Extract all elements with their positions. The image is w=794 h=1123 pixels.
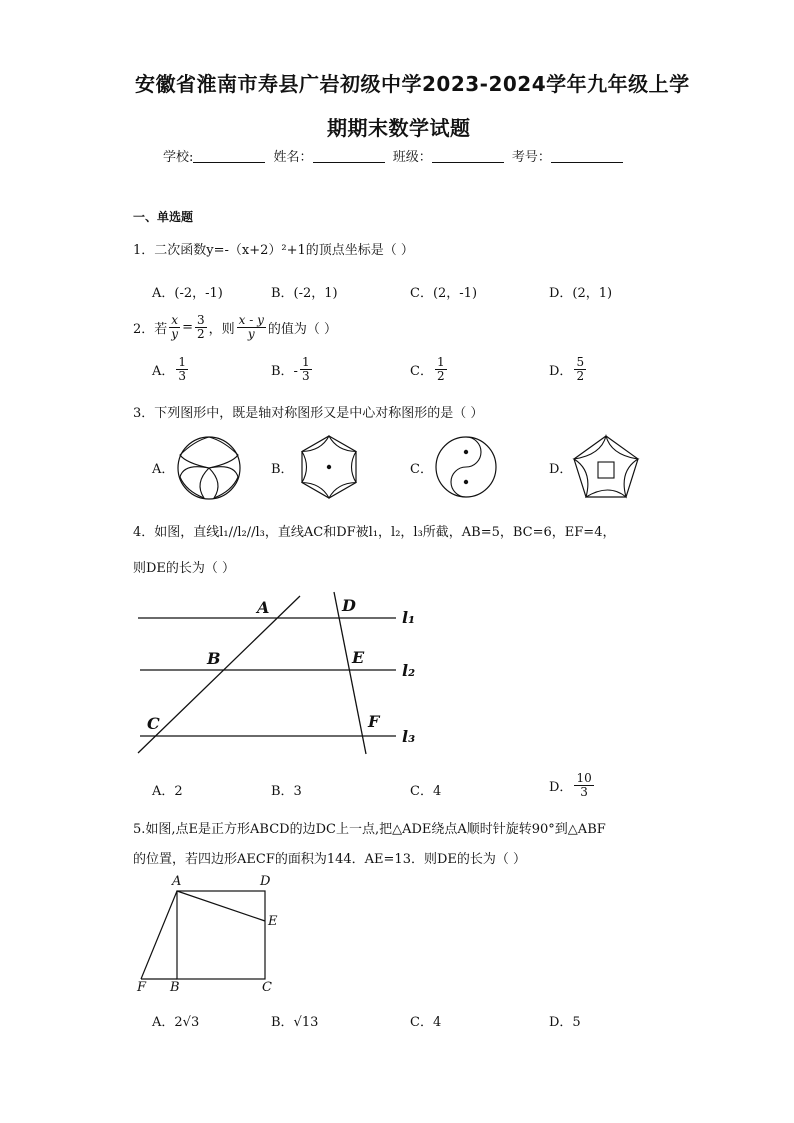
q3-option-b-label[interactable]: B．: [271, 462, 294, 477]
q2-option-a[interactable]: A． $\frac{1}{3}$: [152, 355, 187, 383]
class-blank[interactable]: [432, 150, 504, 163]
q5-option-a[interactable]: A．2√3: [152, 1015, 200, 1030]
school-blank[interactable]: [193, 150, 265, 163]
q3-stem: 3．下列图形中，既是轴对称图形又是中心对称图形的是（ ）: [133, 406, 484, 421]
square-abcd: [177, 891, 265, 979]
q5-option-d[interactable]: D．5: [549, 1015, 581, 1030]
q5-label-d: D: [260, 874, 271, 889]
segment-af: [141, 891, 177, 979]
q4-label-b: B: [207, 649, 221, 668]
q2-prefix: 2．若: [133, 322, 168, 337]
q1-option-c[interactable]: C．(2，-1): [410, 286, 478, 301]
q5-label-b: B: [170, 980, 180, 995]
q3-option-d-label[interactable]: D．: [549, 462, 573, 477]
q4-label-d: D: [342, 596, 356, 615]
q1-option-b[interactable]: B．(-2，1): [271, 286, 338, 301]
q3-option-c-label[interactable]: C．: [410, 462, 433, 477]
q2-fraction-expression: $\frac{x - y}{y}$: [238, 313, 264, 341]
q5-stem-line1: 5.如图,点E是正方形ABCD的边DC上一点,把△ADE绕点A顺时针旋转90°到△ABF: [133, 822, 606, 837]
page-title-line1: 安徽省淮南市寿县广岩初级中学2023-2024学年九年级上学: [135, 72, 690, 96]
school-label: 学校:: [163, 150, 194, 165]
q1-option-d[interactable]: D．(2，1): [549, 286, 613, 301]
q4-label-l1: l₁: [402, 608, 416, 627]
q2-option-b[interactable]: B．- $\frac{1}{3}$: [271, 355, 310, 383]
q1-stem: 1．二次函数y=-（x+2）²+1的顶点坐标是（ ）: [133, 243, 414, 258]
q4-option-d[interactable]: D． $\frac{10}{3}$: [549, 771, 592, 799]
q4-label-e: E: [352, 648, 365, 667]
q4-option-c[interactable]: C．4: [410, 784, 442, 799]
q4-label-l3: l₃: [402, 727, 416, 746]
q4-parallel-lines-figure: [128, 588, 428, 760]
q2-fraction-x-over-y: $\frac{x}{y}$: [171, 313, 179, 341]
q1-option-a[interactable]: A．(-2，-1): [152, 286, 223, 301]
q3-figure-a-trefoil-circle[interactable]: [174, 433, 244, 503]
q5-label-c: C: [262, 980, 272, 995]
exam-number-label: 考号：: [511, 150, 551, 165]
q4-label-a: A: [257, 598, 270, 617]
segment-ae: [177, 891, 265, 921]
q5-stem-line2: 的位置，若四边形AECF的面积为144．AE=13．则DE的长为（ ）: [133, 852, 527, 867]
q3-figure-c-yinyang[interactable]: [432, 433, 500, 501]
q4-option-a[interactable]: A．2: [152, 784, 183, 799]
name-label: 姓名：: [273, 150, 313, 165]
q5-option-b[interactable]: B．√13: [271, 1015, 319, 1030]
q5-label-e: E: [268, 914, 278, 929]
header-fields: [163, 146, 627, 165]
q5-label-f: F: [137, 980, 147, 995]
name-blank[interactable]: [313, 150, 385, 163]
q3-figure-d-pentagon[interactable]: [571, 433, 641, 501]
q2-option-d[interactable]: D． $\frac{5}{2}$: [549, 355, 585, 383]
q5-label-a: A: [172, 874, 182, 889]
q4-option-b[interactable]: B．3: [271, 784, 302, 799]
q2-mid: ，则: [208, 322, 235, 337]
q4-stem-line2: 则DE的长为（ ）: [133, 561, 236, 576]
q4-label-c: C: [147, 714, 160, 733]
q5-square-figure: [136, 884, 276, 984]
q2-fraction-3-over-2: $\frac{3}{2}$: [196, 313, 205, 341]
q2-option-c[interactable]: C． $\frac{1}{2}$: [410, 355, 445, 383]
section-heading: 一、单选题: [133, 210, 194, 224]
q4-label-l2: l₂: [402, 661, 416, 680]
q4-stem-line1: 4．如图，直线l₁//l₂//l₃，直线AC和DF被l₁，l₂，l₃所截，AB=5，BC=6，EF=4，: [133, 525, 616, 540]
q4-label-f: F: [368, 712, 380, 731]
q5-option-c[interactable]: C．4: [410, 1015, 442, 1030]
exam-number-blank[interactable]: [551, 150, 623, 163]
q2-equals: =: [182, 320, 193, 335]
q3-figure-b-hexagon[interactable]: [295, 433, 363, 501]
q3-option-a-label[interactable]: A．: [152, 462, 175, 477]
page-title-line2: 期期末数学试题: [327, 116, 471, 140]
line-df: [334, 592, 366, 754]
q2-stem: [133, 314, 337, 341]
q2-suffix: 的值为（ ）: [267, 322, 337, 337]
class-label: 班级：: [392, 150, 432, 165]
line-ac: [138, 596, 300, 753]
